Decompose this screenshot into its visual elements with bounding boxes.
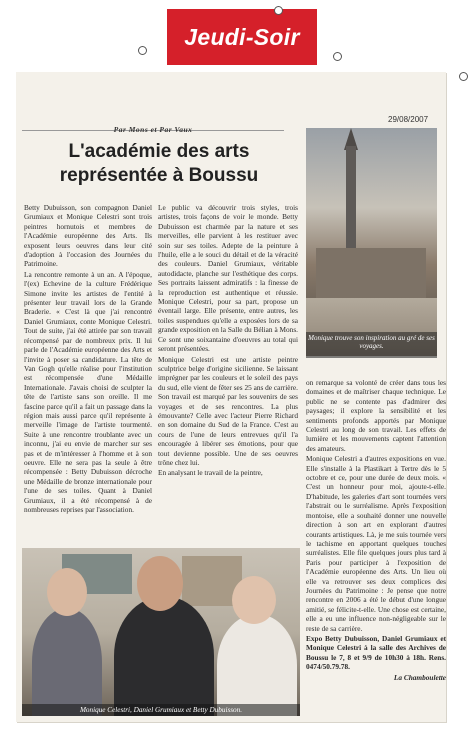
article-column-3 bbox=[306, 378, 446, 716]
article-date: 29/08/2007 bbox=[388, 115, 429, 124]
paragraph: Le public va découvrir trois styles, trois artistes, trois façons de voir le monde. Betty Dubuisson est charmée par la nature et ses merveilles, elle parvient à les restituer avec soin sur ses toiles. Adepte de la peinture à l'huile, elle a le souci du détail et de la véracité des couleurs. Daniel Grumiaux, véritable autodidacte, planche sur l'esthétique des corps. Ses portraits laissent admiratifs : la finesse de la reproduction est authentique et réussie. Monique Celestri, pour sa part, propose un éventail large. Elle présente, entre autres, les toiles suspendues qu'elle a exposées lors de sa grande exposition en la Salle du Bélian à Mons. Ce sont une soixantaine d'oeuvres au total qui seront présentées. bbox=[158, 203, 298, 354]
paragraph: on remarque sa volonté de créer dans tous les domaines et de maîtriser chaque technique. Le public ne se contente pas d'admirer des paysages; il explore la sensibilité et les sentiments profonds apportés par Monique Celestri au long de son travail. Les effets de lumière et les mouvements captent l'attention des amateurs. bbox=[306, 378, 446, 453]
face-shape bbox=[137, 556, 183, 611]
person-silhouette bbox=[217, 614, 297, 716]
paragraph: Betty Dubuisson, son compagnon Daniel Grumiaux et Monique Celestri sont trois peintres hornutois et membres de l'Académie européenne des Arts. Ils exposent leurs oeuvres dans leur cité d'adoption à l'occasion des Journées du Patrimoine. bbox=[24, 203, 152, 269]
exhibition-info: Expo Betty Dubuisson, Daniel Grumiaux et Monique Celestri à la salle des Archives de Boussu le 7, 8 et 9/9 de 10h30 à 18h. Rens. 0474/50.79.78. bbox=[306, 633, 446, 672]
author-signature: La Chamboulette bbox=[393, 672, 446, 682]
face-shape bbox=[47, 568, 87, 616]
person-silhouette bbox=[114, 596, 214, 716]
person-silhouette bbox=[32, 608, 102, 716]
painting-image bbox=[306, 128, 437, 356]
face-shape bbox=[232, 576, 276, 624]
masthead-logo: Jeudi-Soir bbox=[167, 9, 317, 65]
artists-photo bbox=[22, 548, 300, 716]
paragraph: Monique Celestri est une artiste peintre sculptrice belge d'origine sicilienne. Se laissant imprégner par les couleurs et le soleil des pays du sud, elle vient de fêter ses 25 ans de carrière. Son travail est marqué par les souvenirs de ses voyages et de ses rencontres. La plus émouvante? Celle avec l'acteur Pierre Richard en son domaine du Sud de la France. C'est au cours de l'une de leurs entrevues qu'il l'a encouragée à libérer ses émotions, pour que tout devienne possible. Une de ses oeuvres trône chez lui. bbox=[158, 354, 298, 467]
article-column-1 bbox=[24, 203, 152, 525]
punch-hole-icon bbox=[274, 6, 283, 15]
punch-hole-icon bbox=[459, 72, 468, 81]
punch-hole-icon bbox=[138, 46, 147, 55]
painting-caption: Monique trouve son inspiration au gré de ses voyages. bbox=[306, 332, 437, 358]
section-kicker: Par Mons et Par Vaux bbox=[113, 125, 193, 134]
paragraph: La rencontre remonte à un an. A l'époque, l'(ex) Echevine de la culture Frédérique Simone invite les artistes de l'entité à présenter leur travail lors de la Grande Braderie. « C'est là que j'ai rencontré Daniel Grumiaux, conte Monique Celestri. Tout de suite, j'ai été attirée par son travail récompensé par de nombreux prix. Il lui parle de l'Académie européenne des Arts et l'invite à poser sa candidature. La tête de Van Gogh qu'elle réalise pour l'institution est récompensée d'une Médaille Internationale. J'avais choisi de sculpter la tête de l'artiste sans son oreille. Il me fascine parce qu'il a fait un passage dans la région mais aussi parce qu'il représente à merveille l'image de l'artiste tourmenté. Suite à une rencontre troublante avec un inconnu, j'ai eu envie de marcher sur ses pas et de m'intéresser à l'homme et à son oeuvre. Elle ne sera pas la seule à être récompensée : Betty Dubuisson décroche une Médaille de bronze internationale pour l'une de ses toiles. Quant à Daniel Grumiaux, il a été récompensé à de nombreuses reprises par l'association. bbox=[24, 269, 152, 514]
paragraph: En analysant le travail de la peintre, bbox=[158, 468, 263, 478]
photo-caption: Monique Celestri, Daniel Grumiaux et Betty Dubuisson. bbox=[22, 704, 300, 716]
punch-hole-icon bbox=[333, 52, 342, 61]
paragraph: Monique Celestri a d'autres expositions en vue. Elle s'installe à la Plastikart à Tertre dès le 5 octobre et ce, pour une durée de deux mois. « C'est un honneur pour moi, ajoute-t-elle. D'habitude, les galeries d'art sont tournées vers l'abstrait ou le surréalisme. Après l'exposition montoise, elle a souhaité donner une nouvelle direction à son art en explorant d'autres courants artistiques. Là, je me suis tournée vers le tachisme en apportant quelques touches surréalistes. Elle file quelques jours plus tard à Paris pour participer à l'exposition de l'Académie européenne des Arts. Un lieu où elle va retrouver ses deux complices des Journées du Patrimoine : Je pense que notre rencontre en 2006 a été le début d'une longue amitié, se félicite-t-elle. Une chose est certaine, elle a eu une influence non-négligeable sur le reste de sa carrière. bbox=[306, 454, 446, 633]
article-headline: L'académie des arts représentée à Boussu bbox=[59, 141, 259, 186]
town-shape bbox=[316, 248, 426, 298]
article-column-2 bbox=[158, 203, 298, 533]
